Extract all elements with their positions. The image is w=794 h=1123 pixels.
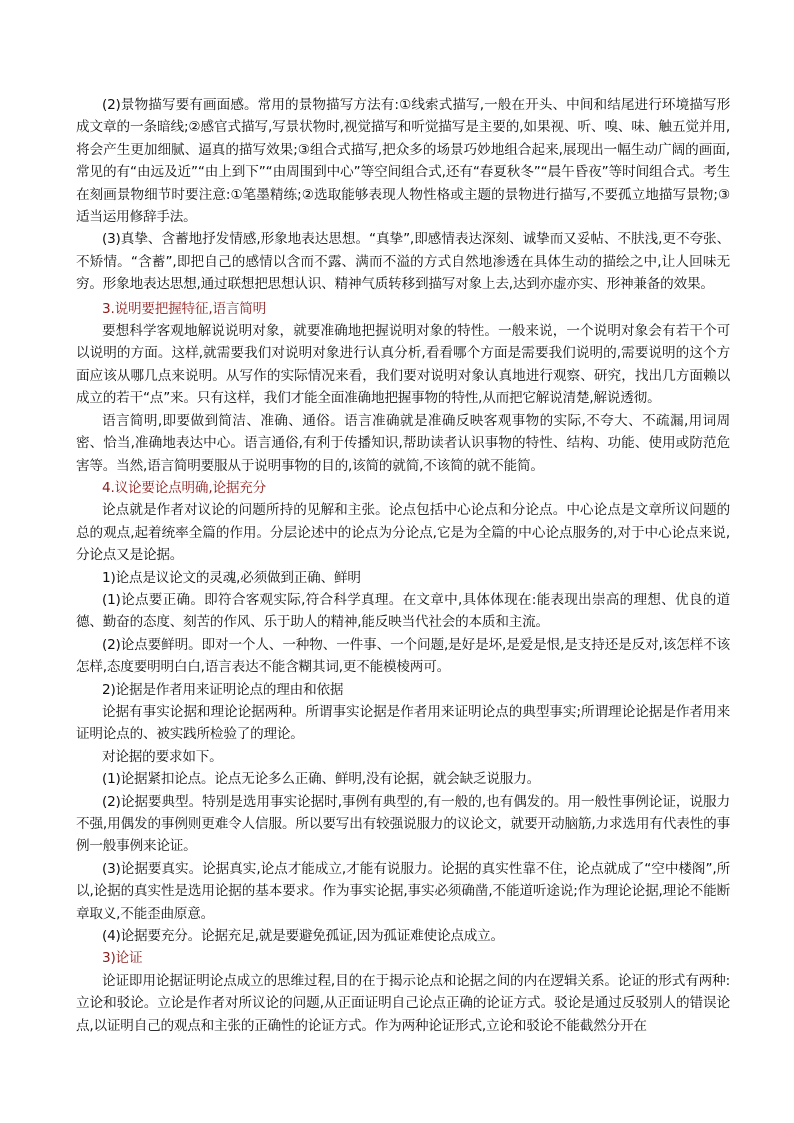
subheading-thesis-soul: 1)论点是议论文的灵魂,必须做到正确、鲜明 [102,569,361,586]
paragraph-evidence-sufficient: (4)论据要充分。论据充足,就是要避免孤证,因为孤证难使论点成立。 [102,928,504,945]
document-body [76,94,730,1037]
subheading-evidence: 2)论据是作者用来证明论点的理由和依据 [102,681,344,698]
paragraph-grasp-features: 要想科学客观地解说说明对象，就要准确地把握说明对象的特性。一般来说，一个说明对象会有若干个可以说明的方面。这样,就需要我们对说明对象进行认真分析,看看哪个方面是需要我们说明的,需要说明的这个方面应该从哪几点来说明。从写作的实际情况来看，我们要对说明对象认真地进行观察、研究，找出几方面赖以成立的若干“点”来。只有这样，我们才能全面准确地把握事物的特性,从而把它解说清楚,解说透彻。 [76,323,730,407]
paragraph-evidence-typical: (2)论据要典型。特别是选用事实论据时,事例有典型的,有一般的,也有偶发的。用一般性事例论证，说服力不强,用偶发的事例则更难令人信服。所以要写出有较强说服力的议论文，就要开动脑筋,力求选用有代表性的事例一般事例来论证。 [76,793,730,855]
paragraph-emotion-expression: (3)真挚、含蓄地抒发情感,形象地表达思想。“真挚”,即感情表达深刻、诚挚而又妥帖、不肤浅,更不夸张、不矫情。“含蓄”,即把自己的感情以含而不露、满而不溢的方式自然地渗透在具体生动的描绘之中,让人回味无穷。形象地表达思想,通过联想把思想认识、精神气质转移到描写对象上去,达到亦虚亦实、形神兼备的效果。 [76,231,730,293]
section-heading-expository: 3.说明要把握特征,语言简明 [102,300,267,317]
paragraph-thesis-distinct: (2)论点要鲜明。即对一个人、一种物、一件事、一个问题,是好是坏,是爱是恨,是支持还是反对,该怎样不该怎样,态度要明明白白,语言表达不能含糊其词,更不能模棱两可。 [76,636,730,676]
paragraph-evidence-true: (3)论据要真实。论据真实,论点才能成立,才能有说服力。论据的真实性靠不住，论点就成了“空中楼阁”,所以,论据的真实性是选用论据的基本要求。作为事实论据,事实必须确凿,不能道听途说;作为理论论据,理论不能断章取义,不能歪曲原意。 [76,860,730,922]
subheading-reasoning: 3)论证 [102,950,143,967]
paragraph-evidence-relevant: (1)论据紧扣论点。论点无论多么正确、鲜明,没有论据，就会缺乏说服力。 [102,771,540,788]
paragraph-concise-language: 语言简明,即要做到简洁、准确、通俗。语言准确就是准确反映客观事物的实际,不夸大、不疏漏,用词周密、恰当,准确地表达中心。语言通俗,有利于传播知识,帮助读者认识事物的特性、结构、功能、使用或防范危害等。当然,语言简明要服从于说明事物的目的,该简的就简,不该简的就不能简。 [76,412,730,474]
paragraph-reasoning: 论证即用论据证明论点成立的思维过程,目的在于揭示论点和论据之间的内在逻辑关系。论证的形式有两种:立论和驳论。立论是作者对所议论的问题,从正面证明自己论点正确的论证方式。驳论是通过反驳别人的错误论点,以证明自己的观点和主张的正确性的论证方式。作为两种论证形式,立论和驳论不能截然分开在 [76,972,730,1034]
paragraph-thesis-definition: 论点就是作者对议论的问题所持的见解和主张。论点包括中心论点和分论点。中心论点是文章所议问题的总的观点,起着统率全篇的作用。分层论述中的论点为分论点,它是为全篇的中心论点服务的,对于中心论点来说,分论点又是论据。 [76,502,730,564]
paragraph-thesis-correct: (1)论点要正确。即符合客观实际,符合科学真理。在文章中,具体体现在:能表现出崇高的理想、优良的道德、勤奋的态度、刻苦的作风、乐于助人的精神,能反映当代社会的本质和主流。 [76,591,730,631]
paragraph-evidence-types: 论据有事实论据和理论论据两种。所谓事实论据是作者用来证明论点的典型事实;所谓理论论据是作者用来证明论点的、被实践所检验了的理论。 [76,703,730,743]
paragraph-scenery-description: (2)景物描写要有画面感。常用的景物描写方法有:①线索式描写,一般在开头、中间和结尾进行环境描写形成文章的一条暗线;②感官式描写,写景状物时,视觉描写和听觉描写是主要的,如果视、听、嗅、味、触五觉并用,将会产生更加细腻、逼真的描写效果;③组合式描写,把众多的场景巧妙地组合起来,展现出一幅生动广阔的画面,常见的有“由远及近”“由上到下”“由周围到中心”等空间组合式,还有“春夏秋冬”“晨午昏夜”等时间组合式。考生在刻画景物细节时要注意:①笔墨精练;②选取能够表现人物性格或主题的景物进行描写,不要孤立地描写景物;③适当运用修辞手法。 [76,97,730,226]
paragraph-evidence-requirements: 对论据的要求如下。 [102,748,223,765]
section-heading-argumentation: 4.议论要论点明确,论据充分 [102,479,267,496]
